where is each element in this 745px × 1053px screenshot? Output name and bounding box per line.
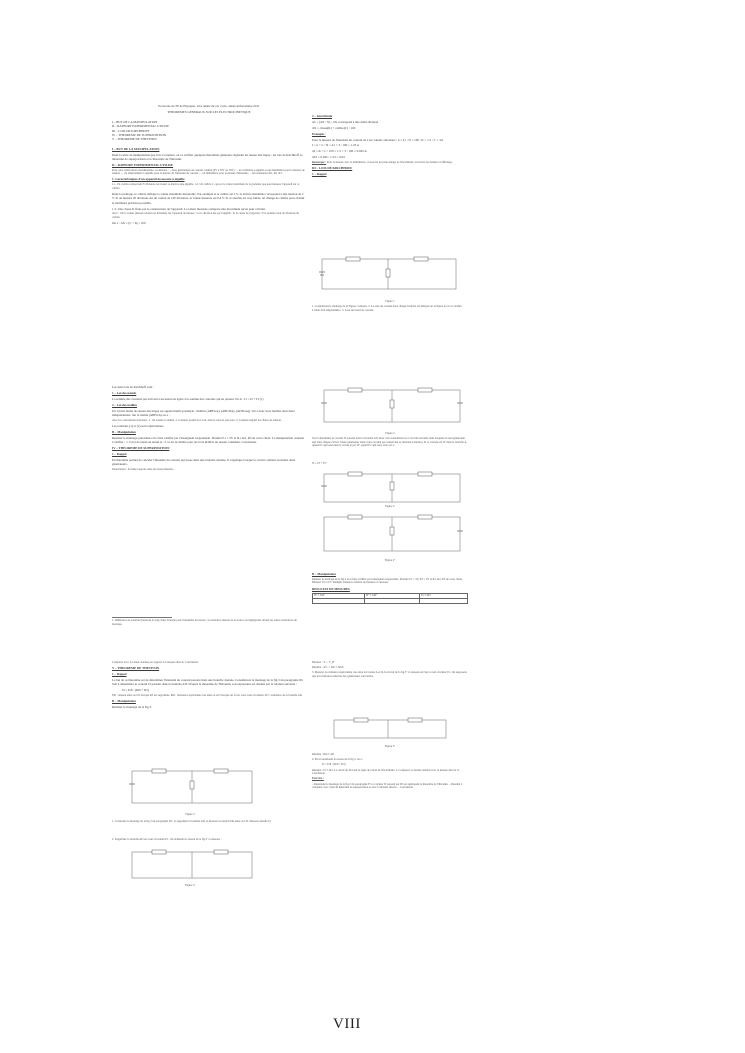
p5-text-2: Eth : tension entre A et D lorsque R3 est supprimée. Rth : résistance équivalente vue entre A et D lorsque les f.é.m. sont court-circuitées. R3 : résistance de la branche AD. [112,694,303,698]
p3-text-4: Avec les conventions suivantes : 1. On oriente la maille. 2. Compter positif les f.é.m. dans le sens de parcours. 3. Compter négatif les chutes de tension. [112,418,282,422]
p4-text-3: Réaliser le montage de la fig.2 et le faire vérifier par l'enseignant responsable. Prendre E1 = 5V, E2 = 3V et R1, R2, R3 de votre choix. Mesurer I3' et I3''. Remplir ensuite le tableau de mesures ci-dessous. [312,577,463,585]
p2-text-4: I = n × C / N = 41 × 3 / 100 = 1.23 A [312,143,360,148]
p5-heading-1: V – THEOREME DE THEVENIN [112,666,160,671]
p4-figure2p-caption: Figure 2' [385,505,395,508]
p1-text-3: 1.1. Un cadran comportant N divisions sur lequel se déplace une aiguille. 1.2. Un calibre C, qui est la valeur maximale de la grandeur que peut mesurer l'appareil sur ce calibre. [112,183,300,190]
p1-title-line2: THEOREMES GENERAUX SUR LES ELECTROCINETIQUE [167,109,251,114]
p4-circuit-figure-2 [318,384,466,430]
p2-text-8: 1. Considérons le montage de la Figure ci-dessus. 2. Le sens du courant dans chaque branche est indiqué sur la figure et on va vérifier à l'aide d'un ampèremètre. 3. A est un nœud de courant. [312,305,462,312]
p1-text-4: Dans la pratique, le calibre indique la valeur maximale mesurable. Par exemple si le calibre est 2 V, la lecture maximale correspond à une tension de 2 V. Si on mesure 20 divisions sur un cadran de 100 divisions, la valeur mesurée est 0,4 V. Si ce résultat est trop faible, on change de calibre pour obtenir la meilleure précision possible. [112,192,305,205]
page-number: VIII [333,1016,361,1032]
p6-text-7: – Reprendre le montage de la fig.2 du paragraphe IV et calculer I3 passant par R3 en appliquant le théorème de Thévenin. – Résultat à comparer avec celui du théorème de superposition et avec la mesure directe. – Conclusion. [312,782,463,790]
p4-circuit-figure-2-prime [318,470,466,506]
p4-table-cell [313,598,365,603]
p2-text-2: ΔX = classe(K) × calibre(C) / 100 [312,125,356,130]
p6-column-bottom [312,753,468,791]
p6-text-6: Résultat : I3 ± ΔI3. Le calcul de ΔI3 suit la règle de calcul de l'incertitude. 5. Comparer ce dernier résultat avec la mesure directe. 6. Conclusion. [312,768,460,776]
p3-text-8: Enonciation : Il existe toujours dans un réseau linéaire... [112,467,175,471]
p5-formula: I3 = Eth / (Rth + R3) [122,688,149,693]
p4-column-bottom [312,572,468,604]
p6-text-2: Résultat : ΔVₐ = Eth ± ΔEth [312,666,344,670]
p3-footnote-rule [112,617,172,618]
p4-text-2: I3 = I3' + I3'' [312,462,327,465]
p3-heading-3: B – Manipulation [112,429,136,434]
p4-circuit-figure-2-second [318,513,466,557]
p3-text-5: Les relations (1) et (2) sont équivalentes. [112,423,165,428]
p2-heading-4: III – LOIS DE KIRCHHOFF [312,166,353,171]
p2-heading-3: Remarque : [312,161,327,165]
p4-table-cell [364,598,420,603]
p3-heading-2: 2 – Loi des mailles [112,402,137,407]
p3-footnote: 1. Différence de potentiel (tension) le long d'une branche pour l'ensemble du réseau ; la résistance interne de la source est négligeable devant les autres résistances du montage. [112,619,297,626]
p5-heading-3: B – Manipulation [112,699,136,704]
p3-text-2: La somme des courants qui arrivent à un nœud est égale à la somme des courants qui en partent. En A : I1 = I2 + I3 (1) [112,396,264,401]
p5-text-5: 2. Supprimer la branche AD en court-circuitant E1. On obtiendra le réseau de la fig.3' ci-dessous : [112,838,222,841]
p6-text-3: 3. Mesurer la résistance équivalente vue entre les bornes A et D du circuit de la fig.3'' ci-dessous en l'un à court-circuiter E1. On supposera que les résistances internes des générateurs sont nulles. [312,671,467,678]
p6-text-1: Mesurer : Vₐ – V_B [312,661,335,664]
p3-heading-5: 1 – Rappel [112,451,127,456]
p5-figure-caption: Figure 3 [185,813,195,816]
p4-table-header-2: I3'' ± ΔI3'' [364,593,420,598]
p2-heading-1: 2 – Incertitude [312,114,333,118]
p1-title-line1: Protocole de TP de Physique, 1ère année du 1er cycle, année universitaire 2011 [158,104,260,108]
p6-text-4: Résultat : Rth ± ΔR [312,753,334,756]
p5-figure3p-caption: Figure 3' [185,884,195,887]
p6-heading-1: Exercice : [312,777,324,781]
p6-circuit-figure-3-second [330,716,450,742]
p2-text-6: ΔI/I = 0.045 / 1.23 = 0.04 [312,155,345,160]
p5-text-0: Comparer avec la valeur obtenue par rapport à la mesure directe. Conclusion. [112,661,199,664]
p4-results-table [312,593,468,604]
p1-heading-3: 1. Caractéristiques d'un appareil de mesure à aiguille [112,177,185,182]
p4-text-1: Soit à déterminer le courant I3 passant dans la branche AD. Pour cela considérons les 2 circuits suivants dans lesquels un seul générateur agit dans chaque circuit, l'autre générateur étant court-circuité (en conservant sa résistance interne). Si ce courant est I3' dans la branche A, quand E1 agit seul dans le circuit et par I3'' quand E2 agit seul, alors on a : [312,437,468,448]
p4-table-cell [420,598,468,603]
p3-heading-1: 1 – Loi des nœuds [112,390,137,395]
p3-text-3: Un circuit fermé de réseau électrique est appelé maille (exemple : mailles (ABFGA), (ABCDA), (ADFGA)). On a donc trois mailles dont deux indépendantes. Sur la maille (ABFGA) on a : [112,408,295,417]
p2-heading-2: Exemple : [312,131,326,136]
p4-figure2s-caption: Figure 2'' [384,559,396,562]
p6-formula: I3 = Eth / (Rth + R3) [322,763,346,767]
p6-column-top [312,661,468,680]
p4-figure-caption: Figure 2 [385,432,395,435]
p3-text-6: Réaliser le montage précédent et le faire vérifier par l'enseignant responsable. Prendre E1 = 5V et R1, R2, R3 de votre choix. La manipulation consiste à vérifier : 1. la loi de nœud au nœud A ; 2. la loi de maille pour les trois mailles du réseau considéré. Conclusion. [112,435,305,445]
p1-text-1: Dans la série de manipulation que l'on va réaliser, on va vérifier quelques théorèmes généraux régissant un réseau électrique : les lois de Kirchhoff, le théorème de superposition et le théorème de Thévenin. [112,152,303,161]
p1-column [112,104,306,227]
p1-text-5: 1.3. Une classe K fixée par le constructeur de l'appareil. La valeur mesurée comporte une incertitude qu'on peut calculer. [112,206,266,211]
p1-toc-1: I – BUT DE LA MANIPULATION [112,120,158,125]
p3-heading-4: IV – THEOREME DE SUPERPOSITION [112,445,170,450]
p1-formula: On a : ΔX = (C × K) / 100 [112,221,146,226]
p5-column [112,661,306,711]
p2-text-3: Pour la mesure de l'intensité du courant en a les valeurs suivantes : n = 41 ; N = 100 ; K = 1.5 ; C = 3A [312,137,443,142]
p4-table-header-1: I3' ± ΔI3' [313,593,365,598]
p1-heading-1: I – BUT DE LA MANIPULATION [112,146,160,151]
p1-toc-5: V – THEOREME DE THEVENIN [112,137,157,142]
p5-text-4: 1. Construire le montage de la fig.3 du paragraphe III ; et supprimer la branche AD, et mesurer la tension Eth entre A et D. Mesurer ensuite I3. [112,820,272,823]
p3-column [112,385,306,473]
p2-figure-caption: Figure 1 [385,300,395,303]
p3-text-1: Les deux lois de Kirchhoff sont : [112,385,154,389]
p2-circuit-figure-1 [318,255,460,297]
p2-text-5: ΔI = K × C / 100 = 1.5 × 3 / 100 = 0.045 A [312,149,367,154]
p2-column-top [312,114,462,178]
p6-text-5: 4. En reconstituant le réseau de la fig.3, on a : [312,758,364,762]
p4-table-header-3: I3 ± ΔI3 [420,593,468,598]
p2-remark [312,161,462,165]
p2-text-1: Δx = (ΔX / X) ; ΔX correspond à une demi-division [312,119,379,124]
p1-toc-4: IV – THEOREME DE SUPERPOSITION [112,133,167,138]
p4-heading-1: B – Manipulation [312,572,336,576]
p3-text-7: En théorème permet de calculer l'intensité du courant qui passe dans une branche donnée. Il s'applique lorsque le circuit contient au moins deux générateurs. [112,457,296,466]
p1-text-6: Avec : ΔX la valeur (mesure tension ou intensité) sur l'appareil de mesure ; Ce la division lue par l'aiguille ; K la classe de l'appareil ; N le nombre total de divisions du cadran. [112,212,299,220]
p5-circuit-figure-3-prime [118,848,266,882]
p5-text-3: Réaliser le montage de la fig.3. [112,705,152,710]
p5-heading-2: 1 – Rappel [112,672,127,677]
p4-heading-2: RESULTAT DE MESURES [312,586,350,591]
p5-text-1: Le but de ce théorème est de déterminer l'intensité du courant passant dans une branche donnée. Considérons le montage de la fig.3 du paragraphe III. Soit à déterminer le courant I3 passant dans la branche AD. D'après le théorème de Thévenin, son expression est donnée par la relation suivante : [112,677,304,687]
p1-text-2: Pour cette vérification expérimentale, on utilisera : – deux générateurs de courant continu (0V à 30V ou 30V) ; – un voltmètre à aiguille ou un multimètre pour la mesure de tension ; – un ampèremètre à aiguille pour la mesure de l'intensité du courant ; – un multimètre pour la mesure d'intensité ; – des résistances R1, R2, R3. [112,168,305,176]
p1-heading-2: II – RAPPORT EXPERIMENTAL UTILISE [112,162,174,167]
p2-heading-5: 1 – Rappel [312,172,327,177]
p2-text-7: Pour la mesure avec le multimètre, on associe un pourcentage de l'incertitude, la lecture est donnée à l'affichage. [326,161,453,165]
p1-toc-3: III – LOIS DE KIRCHHOFF [112,128,150,133]
p5-circuit-figure-3 [118,765,266,811]
p1-toc-2: II – RAPPORT EXPERIMENTAL UTILISE [112,124,170,129]
p6-figure-caption: Figure 3'' [384,745,396,748]
